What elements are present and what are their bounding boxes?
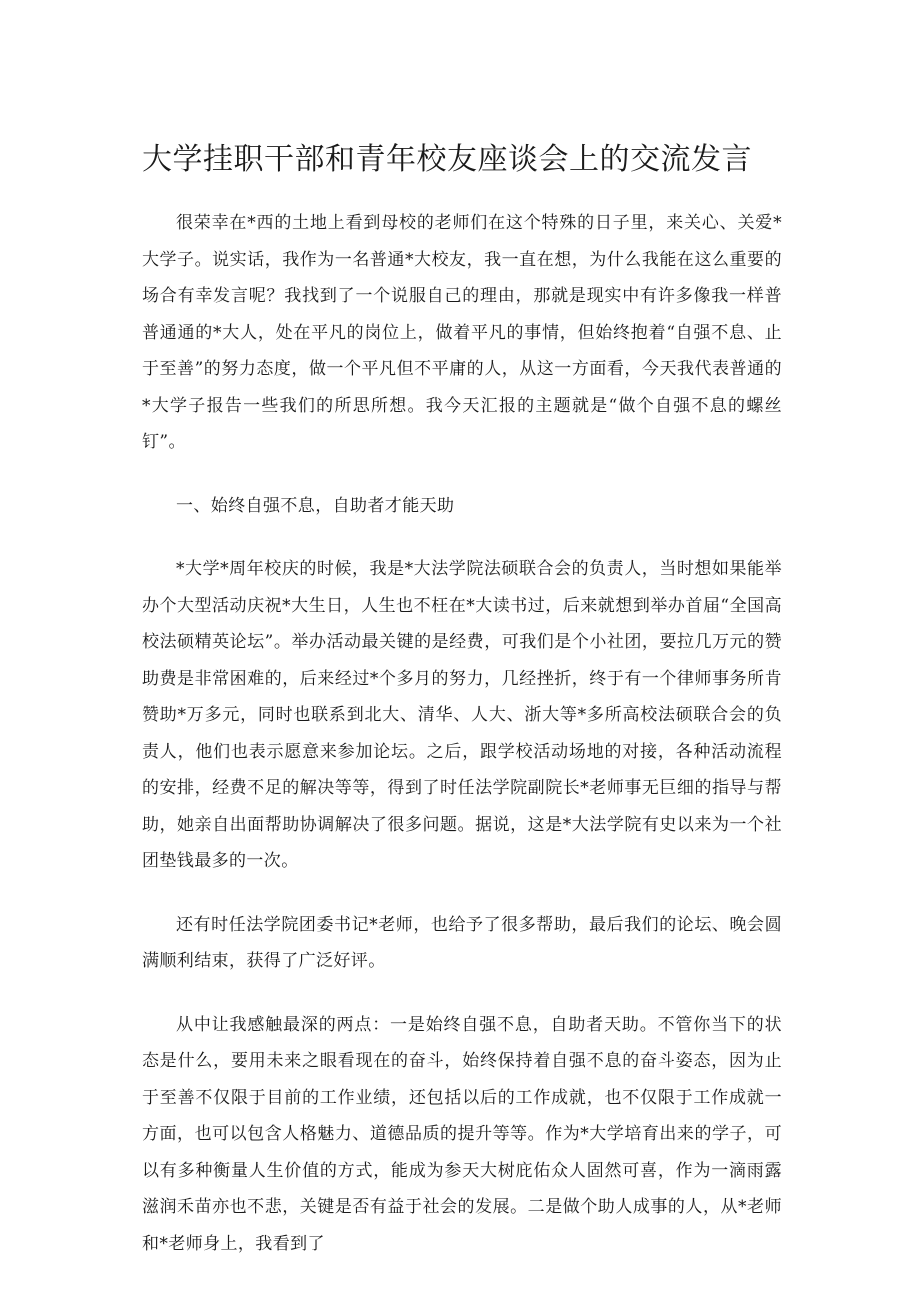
section-paragraph: *大学*周年校庆的时候，我是*大法学院法硕联合会的负责人，当时想如果能举办个大型活动庆祝*大生日，人生也不枉在*大读书过，后来就想到举办首届“全国高校法硕精英论坛”。举办活动最关键的是经费，可我们是个小社团，要拉几万元的赞助费是非常困难的，后来经过*个多月的努力，几经挫折，终于有一个律师事务所肯赞助*万多元，同时也联系到北大、清华、人大、浙大等*多所高校法硕联合会的负责人，他们也表示愿意来参加论坛。之后，跟学校活动场地的对接，各种活动流程的安排，经费不足的解决等等，得到了时任法学院副院长*老师事无巨细的指导与帮助，她亲自出面帮助协调解决了很多问题。据说，这是*大法学院有史以来为一个社团垫钱最多的一次。 [142,559,782,871]
section-heading: 一、始终自强不息，自助者才能天助 [176,495,455,516]
section-paragraph: 从中让我感触最深的两点：一是始终自强不息，自助者天助。不管你当下的状态是什么，要用未来之眼看现在的奋斗，始终保持着自强不息的奋斗姿态，因为止于至善不仅限于目前的工作业绩，还包括以后的工作成就，也不仅限于工作成就一方面，也可以包含人格魅力、道德品质的提升等等。作为*大学培育出来的学子，可以有多种衡量人生价值的方式，能成为参天大树庇佑众人固然可喜，作为一滴雨露滋润禾苗亦也不悲，关键是否有益于社会的发展。二是做个助人成事的人，从*老师和*老师身上，我看到了 [142,1014,782,1254]
document-body [142,205,782,1289]
document-title: 大学挂职干部和青年校友座谈会上的交流发言 [142,142,752,177]
intro-paragraph: 很荣幸在*西的土地上看到母校的老师们在这个特殊的日子里，来关心、关爱*大学子。说实话，我作为一名普通*大校友，我一直在想，为什么我能在这么重要的场合有幸发言呢？我找到了一个说服自己的理由，那就是现实中有许多像我一样普普通通的*大人，处在平凡的岗位上，做着平凡的事情，但始终抱着“自强不息、止于至善”的努力态度，做一个平凡但不平庸的人，从这一方面看，今天我代表普通的*大学子报告一些我们的所思所想。我今天汇报的主题就是“做个自强不息的螺丝钉”。 [142,213,782,452]
section-paragraph: 还有时任法学院团委书记*老师，也给予了很多帮助，最后我们的论坛、晚会圆满顺利结束，获得了广泛好评。 [142,914,782,971]
